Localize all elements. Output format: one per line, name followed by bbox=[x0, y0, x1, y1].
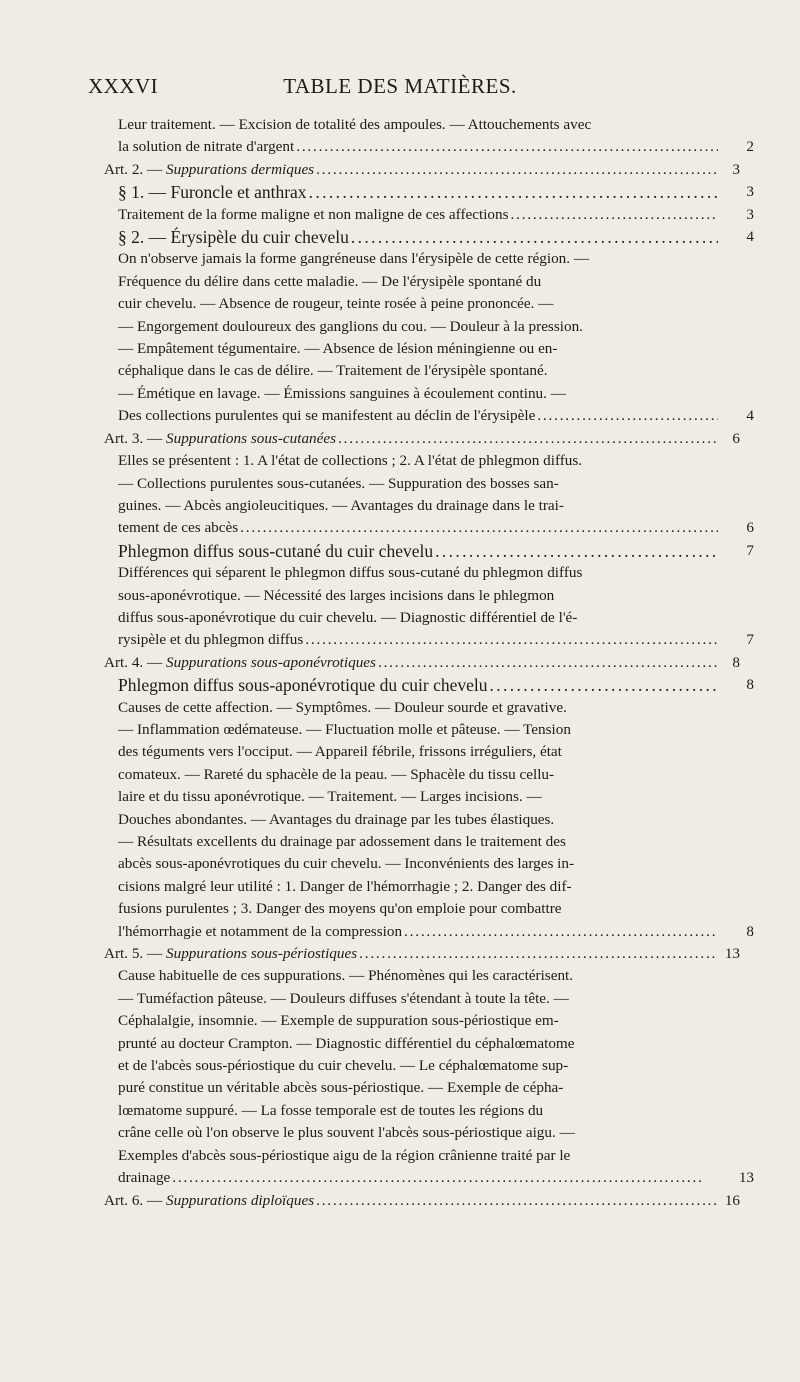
page-ref: 13 bbox=[738, 1169, 754, 1187]
dot-leader bbox=[338, 428, 718, 450]
toc-entry-text: diffus sous-aponévrotique du cuir chevelu. — Diagnostic différentiel de l'é- bbox=[118, 608, 578, 626]
section-title: § 2. — Érysipèle du cuir chevelu bbox=[118, 227, 349, 248]
toc-entry-text: comateux. — Rareté du sphacèle de la peau. — Sphacèle du tissu cellu- bbox=[118, 765, 555, 783]
toc-entry-line bbox=[118, 405, 754, 427]
toc-entry-line bbox=[118, 629, 754, 651]
page-ref: 16 bbox=[724, 1191, 740, 1209]
toc-entry-text: puré constitue un véritable abcès sous-périostique. — Exemple de cépha- bbox=[118, 1079, 564, 1097]
article-heading bbox=[104, 652, 740, 674]
toc-entry bbox=[104, 1190, 740, 1212]
article-number: Art. 3. — bbox=[104, 429, 167, 447]
dot-leader bbox=[351, 226, 718, 248]
toc-entry bbox=[118, 697, 754, 943]
dot-leader bbox=[172, 1167, 718, 1189]
dot-leader bbox=[511, 204, 718, 226]
toc-entry-text: abcès sous-aponévrotiques du cuir chevelu. — Inconvénients des larges in- bbox=[118, 855, 575, 873]
toc-entry-text: et de l'abcès sous-périostique du cuir chevelu. — Le céphalœmatome sup- bbox=[118, 1057, 569, 1075]
page-title: TABLE DES MATIÈRES. bbox=[283, 74, 517, 98]
dot-leader bbox=[359, 943, 718, 965]
dot-leader bbox=[309, 181, 718, 203]
toc-entry bbox=[104, 428, 740, 450]
article-title: Suppurations sous-périostiques bbox=[166, 945, 358, 963]
article-number: Art. 2. — bbox=[104, 160, 167, 178]
toc-entry bbox=[118, 540, 754, 562]
article-number: Art. 6. — bbox=[104, 1191, 167, 1209]
toc-entry bbox=[118, 450, 754, 540]
dot-leader bbox=[537, 405, 718, 427]
article-heading bbox=[104, 1190, 740, 1212]
toc-entry-text: — Empâtement tégumentaire. — Absence de lésion méningienne ou en- bbox=[118, 340, 558, 358]
toc-entry-text: Exemples d'abcès sous-périostique aigu de la région crânienne traité par le bbox=[118, 1146, 571, 1164]
toc-entry-text: Traitement de la forme maligne et non maligne de ces affections bbox=[118, 205, 509, 223]
page-ref: 4 bbox=[746, 228, 754, 246]
toc-entry-text: cisions malgré leur utilité : 1. Danger de l'hémorrhagie ; 2. Danger des dif- bbox=[118, 877, 572, 895]
table-of-contents bbox=[104, 114, 754, 1212]
page-ref: 6 bbox=[746, 519, 754, 537]
toc-entry bbox=[104, 159, 740, 181]
article-title: Suppurations diploïques bbox=[166, 1191, 315, 1209]
toc-entry-text: cuir chevelu. — Absence de rougeur, teinte rosée à peine prononcée. — bbox=[118, 295, 554, 313]
toc-entry-line bbox=[118, 517, 754, 539]
toc-entry-text: crâne celle où l'on observe le plus souvent l'abcès sous-périostique aigu. — bbox=[118, 1124, 575, 1142]
page-ref: 7 bbox=[746, 631, 754, 649]
toc-entry-text: tement de ces abcès bbox=[118, 519, 239, 537]
toc-entry bbox=[118, 674, 754, 696]
page-ref: 8 bbox=[746, 922, 754, 940]
toc-entry-text: — Émétique en lavage. — Émissions sanguines à écoulement continu. — bbox=[118, 384, 566, 402]
toc-entry-text: fusions purulentes ; 3. Danger des moyens qu'on emploie pour combattre bbox=[118, 900, 562, 918]
toc-entry bbox=[104, 943, 740, 965]
article-heading bbox=[104, 159, 740, 181]
toc-entry-text: drainage bbox=[118, 1169, 171, 1187]
article-heading bbox=[104, 943, 740, 965]
toc-entry-text: Fréquence du délire dans cette maladie. — De l'érysipèle spontané du bbox=[118, 272, 542, 290]
page-header bbox=[88, 74, 712, 104]
toc-entry-text: céphalique dans le cas de délire. — Traitement de l'érysipèle spontané. bbox=[118, 362, 548, 380]
article-number: Art. 5. — bbox=[104, 945, 167, 963]
page-ref: 4 bbox=[746, 407, 754, 425]
toc-entry-text: Céphalalgie, insomnie. — Exemple de suppuration sous-périostique em- bbox=[118, 1012, 559, 1030]
dot-leader bbox=[305, 629, 718, 651]
toc-entry-text: Douches abondantes. — Avantages du drainage par les tubes élastiques. bbox=[118, 810, 555, 828]
toc-entry-text: — Engorgement douloureux des ganglions du cou. — Douleur à la pression. bbox=[118, 317, 583, 335]
toc-entry-text: Des collections purulentes qui se manifestent au déclin de l'érysipèle bbox=[118, 407, 536, 425]
toc-entry-text: — Inflammation œdémateuse. — Fluctuation molle et pâteuse. — Tension bbox=[118, 720, 571, 738]
toc-entry-text: — Tuméfaction pâteuse. — Douleurs diffuses s'étendant à toute la tête. — bbox=[118, 989, 569, 1007]
dot-leader bbox=[296, 136, 718, 158]
toc-entry-text: — Résultats excellents du drainage par adossement dans le traitement des bbox=[118, 833, 566, 850]
toc-entry-text: Elles se présentent : 1. A l'état de collections ; 2. A l'état de phlegmon diffus. bbox=[118, 452, 583, 470]
toc-entry bbox=[118, 181, 754, 203]
toc-entry bbox=[104, 652, 740, 674]
toc-entry bbox=[118, 114, 754, 159]
page-ref: 3 bbox=[732, 160, 740, 178]
toc-entry-text: Différences qui séparent le phlegmon diffus sous-cutané du phlegmon diffus bbox=[118, 564, 583, 582]
toc-entry-text: la solution de nitrate d'argent bbox=[118, 138, 295, 156]
toc-entry-text: Causes de cette affection. — Symptômes. — Douleur sourde et gravative. bbox=[118, 698, 567, 716]
dot-leader bbox=[490, 674, 718, 696]
dot-leader bbox=[316, 1190, 718, 1212]
page-ref: 3 bbox=[746, 205, 754, 223]
page-number: XXXVI bbox=[88, 74, 159, 98]
page-ref: 6 bbox=[732, 429, 740, 447]
toc-entry-text: prunté au docteur Crampton. — Diagnostic différentiel du céphalœmatome bbox=[118, 1034, 575, 1052]
article-title: Suppurations sous-cutanées bbox=[166, 429, 337, 447]
section-title: § 1. — Furoncle et anthrax bbox=[118, 182, 307, 203]
toc-entry-text: Leur traitement. — Excision de totalité des ampoules. — Attouchements avec bbox=[118, 116, 592, 133]
dot-leader bbox=[316, 159, 718, 181]
page-ref: 7 bbox=[746, 541, 754, 559]
toc-entry-text: sous-aponévrotique. — Nécessité des larges incisions dans le phlegmon bbox=[118, 586, 555, 604]
article-number: Art. 4. — bbox=[104, 653, 167, 671]
article-title: Suppurations sous-aponévrotiques bbox=[166, 653, 376, 671]
section-heading bbox=[118, 226, 754, 248]
section-heading bbox=[118, 540, 754, 562]
toc-entry bbox=[118, 204, 754, 226]
toc-entry-text: lœmatome suppuré. — La fosse temporale est de toutes les régions du bbox=[118, 1101, 544, 1119]
page-ref: 8 bbox=[732, 653, 740, 671]
dot-leader bbox=[435, 540, 718, 562]
toc-entry-line bbox=[118, 1167, 754, 1189]
toc-entry-text: — Collections purulentes sous-cutanées. — Suppuration des bosses san- bbox=[118, 474, 559, 492]
toc-entry-line bbox=[118, 921, 754, 943]
toc-entry bbox=[118, 562, 754, 652]
toc-entry bbox=[118, 248, 754, 427]
page-ref: 8 bbox=[746, 676, 754, 694]
toc-entry bbox=[118, 965, 754, 1189]
toc-entry-line bbox=[118, 136, 754, 158]
section-heading bbox=[118, 181, 754, 203]
section-heading bbox=[118, 674, 754, 696]
toc-entry-text: rysipèle et du phlegmon diffus bbox=[118, 631, 304, 649]
toc-entry-text: des téguments vers l'occiput. — Appareil fébrile, frissons irréguliers, état bbox=[118, 743, 562, 761]
article-title: Suppurations dermiques bbox=[166, 160, 315, 178]
dot-leader bbox=[378, 652, 718, 674]
section-title: Phlegmon diffus sous-cutané du cuir chevelu bbox=[118, 540, 434, 561]
article-heading bbox=[104, 428, 740, 450]
toc-entry-line bbox=[118, 204, 754, 226]
toc-entry-text: l'hémorrhagie et notamment de la compression bbox=[118, 922, 403, 940]
toc-entry bbox=[118, 226, 754, 248]
page-ref: 3 bbox=[746, 183, 754, 201]
dot-leader bbox=[404, 921, 718, 943]
toc-entry-text: On n'observe jamais la forme gangréneuse dans l'érysipèle de cette région. — bbox=[118, 250, 590, 268]
page-ref: 2 bbox=[746, 138, 754, 156]
toc-entry-text: Cause habituelle de ces suppurations. — Phénomènes qui les caractérisent. bbox=[118, 967, 574, 985]
page-ref: 13 bbox=[724, 945, 740, 963]
section-title: Phlegmon diffus sous-aponévrotique du cuir chevelu bbox=[118, 675, 488, 696]
toc-entry-text: guines. — Abcès angioleucitiques. — Avantages du drainage dans le trai- bbox=[118, 496, 564, 514]
dot-leader bbox=[240, 517, 718, 539]
toc-entry-text: laire et du tissu aponévrotique. — Traitement. — Larges incisions. — bbox=[118, 788, 542, 806]
